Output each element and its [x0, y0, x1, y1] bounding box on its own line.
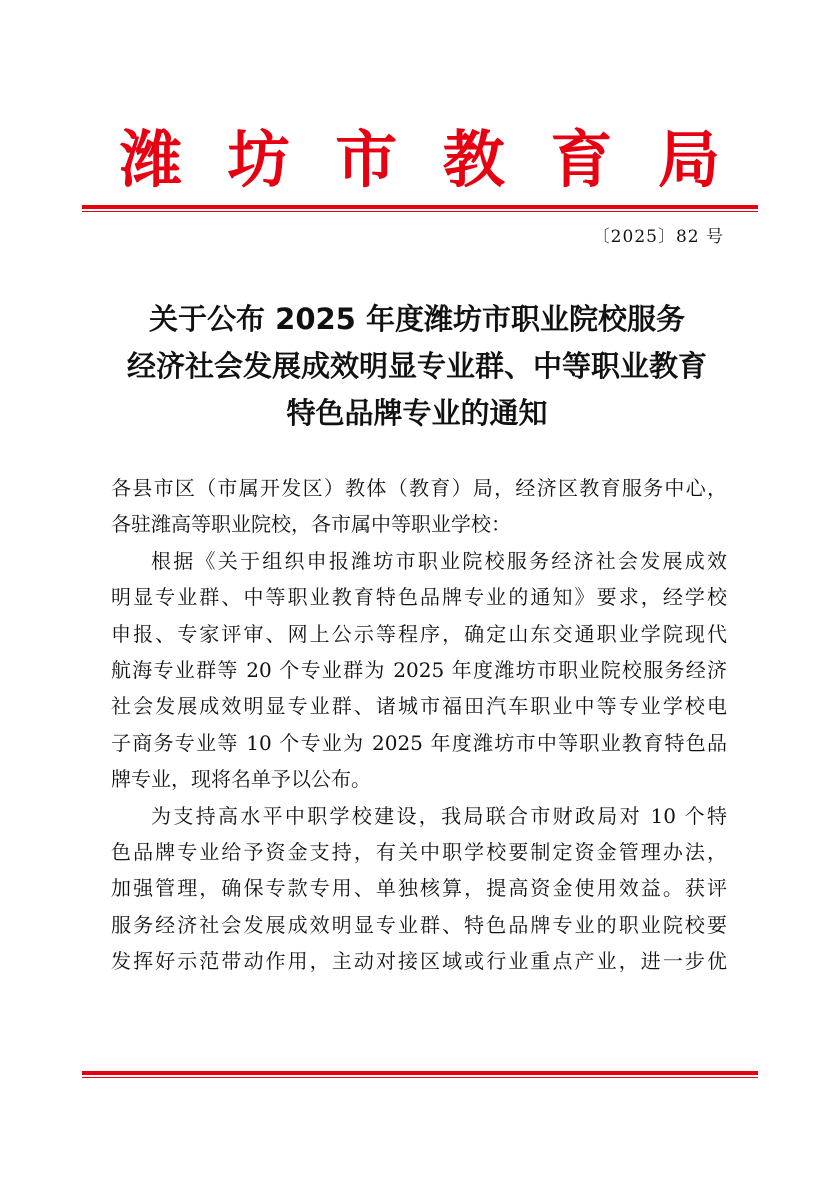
- masthead-char: 市: [335, 123, 398, 196]
- body-line: 明显专业群、中等职业教育特色品牌专业的通知》要求，经学校: [111, 585, 727, 610]
- body-line: 牌专业，现将名单予以公布。: [111, 767, 371, 792]
- body-line: 子商务专业等 10 个专业为 2025 年度潍坊市中等职业教育特色品: [111, 730, 727, 755]
- body-line: 服务经济社会发展成效明显专业群、特色品牌专业的职业院校要: [111, 912, 727, 937]
- masthead-char: 坊: [227, 123, 290, 196]
- body-line: 为支持高水平中职学校建设，我局联合市财政局对 10 个特: [151, 803, 727, 828]
- title-line: 经济社会发展成效明显专业群、中等职业教育: [126, 349, 707, 383]
- masthead-char: 教: [442, 123, 505, 196]
- body-line: 加强管理，确保专款专用、单独核算，提高资金使用效益。获评: [111, 876, 727, 901]
- masthead-char: 局: [657, 123, 720, 196]
- footer-divider-thick: [82, 1071, 758, 1075]
- body-line: 申报、专家评审、网上公示等程序，确定山东交通职业学院现代: [111, 621, 727, 646]
- document-title: [90, 296, 744, 437]
- masthead-divider-thin: [82, 211, 758, 212]
- body-line: 发挥好示范带动作用，主动对接区域或行业重点产业，进一步优: [111, 949, 727, 974]
- body-line: 各县市区（市属开发区）教体（教育）局，经济区教育服务中心，: [111, 476, 727, 500]
- body-line: 各驻潍高等职业院校，各市属中等职业学校：: [111, 512, 511, 537]
- masthead-char: 潍: [120, 123, 183, 196]
- footer-divider-thin: [82, 1077, 758, 1078]
- title-line: 关于公布 2025 年度潍坊市职业院校服务: [149, 302, 685, 336]
- masthead-divider-thick: [82, 205, 758, 209]
- body-line: 社会发展成效明显专业群、诸城市福田汽车职业中等专业学校电: [111, 694, 727, 719]
- masthead-title: [120, 120, 720, 200]
- body-line: 根据《关于组织申报潍坊市职业院校服务经济社会发展成效: [151, 548, 727, 573]
- masthead-char: 育: [550, 123, 613, 196]
- body-line: 色品牌专业给予资金支持，有关中职学校要制定资金管理办法，: [111, 839, 727, 864]
- title-line: 特色品牌专业的通知: [286, 396, 548, 430]
- document-number: 〔2025〕82 号: [592, 227, 724, 247]
- body-line: 航海专业群等 20 个专业群为 2025 年度潍坊市职业院校服务经济: [111, 657, 727, 682]
- document-body: [111, 470, 727, 979]
